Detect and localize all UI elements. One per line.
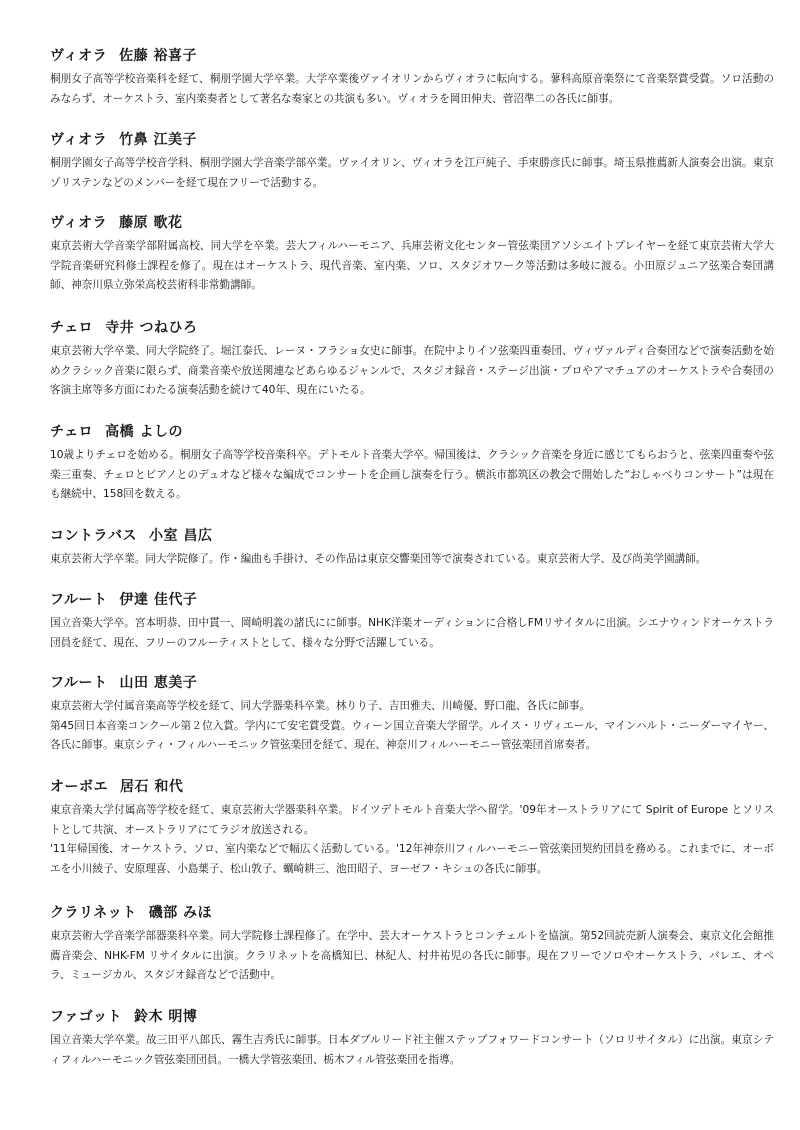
instrument-label: フルート <box>50 675 108 691</box>
profile-heading <box>50 46 774 66</box>
profile-heading <box>50 903 774 923</box>
bio-paragraph: 東京芸術大学卒業、同大学院終了。堀江泰氏、レーヌ・フラショ女史に師事。在院中よりイソ弦楽四重奏団、ヴィヴァルディ合奏団などで演奏活動を始めクラシック音楽に限らず、商業音楽や放送関連などあらゆるジャンルで、スタジオ録音・ステージ出演・プロやアマチュアのオーケストラや合奏団の客演主席等多方面にわたる演奏活動を続けて40年、現在にいたる。 <box>50 345 774 396</box>
profile-heading <box>50 673 774 693</box>
profile-clarinet-isobe <box>50 903 774 1007</box>
instrument-label: オーボエ <box>50 779 108 795</box>
profile-contrabass-komuro <box>50 526 774 590</box>
bio-paragraph: 国立音楽大学卒業。故三田平八郎氏、霧生吉秀氏に師事。日本ダブルリード社主催ステップフォワードコンサート（ソロリサイタル）に出演。東京シティフィルハーモニック管弦楽団団員。一橋大学管弦楽団、栃木フィル管弦楽団を指導。 <box>50 1034 774 1066</box>
bio-paragraph: 第45回日本音楽コンクール第２位入賞。学内にて安宅賞受賞。ウィーン国立音楽大学留学。ルイス・リヴィエール、マインハルト・ニーダーマイヤー、各氏に師事。東京シティ・フィルハーモニック管弦楽団を経て、現在、神奈川フィルハーモニー管弦楽団首席奏者。 <box>50 719 774 751</box>
profile-heading <box>50 130 774 150</box>
instrument-label: ヴィオラ <box>50 48 108 64</box>
profile-bio <box>50 927 774 986</box>
instrument-label: チェロ <box>50 320 94 336</box>
instrument-label: コントラバス <box>50 528 137 544</box>
player-name: 竹鼻 江美子 <box>119 132 198 148</box>
profile-heading <box>50 422 774 442</box>
profile-bio <box>50 1031 774 1070</box>
profile-bio <box>50 237 774 296</box>
profile-bio <box>50 614 774 653</box>
instrument-label: チェロ <box>50 424 94 440</box>
player-name: 鈴木 明博 <box>133 1009 198 1025</box>
bio-paragraph: 10歳よりチェロを始める。桐朋女子高等学校音楽科卒。デトモルト音楽大学卒。帰国後は、クラシック音楽を身近に感じてもらおうと、弦楽四重奏や弦楽三重奏、チェロとピアノとのデュオなど様々な編成でコンサートを企画し演奏を行う。横浜市都筑区の教会で開始した“おしゃべりコンサート”は現在も継続中、158回を数える。 <box>50 449 774 500</box>
instrument-label: クラリネット <box>50 905 137 921</box>
profile-cello-takahashi <box>50 422 774 526</box>
profile-viola-takehana <box>50 130 774 213</box>
profile-heading <box>50 590 774 610</box>
player-name: 寺井 つねひろ <box>105 320 198 336</box>
instrument-label: フルート <box>50 592 108 608</box>
bio-paragraph: 東京芸術大学卒業。同大学院修了。作・編曲も手掛け、その作品は東京交響楽団等で演奏されている。東京芸術大学、及び尚美学園講師。 <box>50 553 707 565</box>
bio-paragraph: 桐朋女子高等学校音楽科を経て、桐朋学園大学卒業。大学卒業後ヴァイオリンからヴィオラに転向する。蓼科高原音楽祭にて音楽祭賞受賞。ソロ活動のみならず、オーケストラ、室内楽奏者として著名な奏家との共演も多い。ヴィオラを岡田伸夫、菅沼準二の各氏に師事。 <box>50 73 774 105</box>
bio-paragraph: 東京音楽大学付属高等学校を経て、東京芸術大学器楽科卒業。ドイツデトモルト音楽大学へ留学。'09年オーストラリアにて Spirit of Europe とソリストとして共演、オーストラリアにてラジオ放送される。 <box>50 804 774 836</box>
instrument-label: ヴィオラ <box>50 215 108 231</box>
bio-paragraph: 東京芸術大学音楽学部附属高校、同大学を卒業。芸大フィルハーモニア、兵庫芸術文化センター管弦楽団アソシエイトプレイヤーを経て東京芸術大学大学院音楽研究科修士課程を修了。現在はオーケストラ、現代音楽、室内楽、ソロ、スタジオワーク等活動は多岐に渡る。小田原ジュニア弦楽合奏団講師、神奈川県立弥栄高校芸術科非常勤講師。 <box>50 240 774 291</box>
player-name: 磯部 みほ <box>148 905 213 921</box>
bio-paragraph: '11年帰国後、オーケストラ、ソロ、室内楽などで幅広く活動している。'12年神奈川フィルハーモニー管弦楽団契約団員を務める。これまでに、オーボエを小川綾子、安原理喜、小島葉子、松山敦子、蠣崎耕三、池田昭子、ヨーゼフ・キシュの各氏に師事。 <box>50 843 774 875</box>
bio-paragraph: 東京芸術大学音楽学部器楽科卒業。同大学院修士課程修了。在学中、芸大オーケストラとコンチェルトを協演。第52回読売新人演奏会、東京文化会館推薦音楽会、NHK-FM リサイタルに出演。クラリネットを高橋知巳、林紀人、村井祐児の各氏に師事。現在フリーでソロやオーケストラ、バレエ、オペラ、ミュージカル、スタジオ録音などで活動中。 <box>50 930 774 981</box>
player-name: 高橋 よしの <box>105 424 183 440</box>
profile-heading <box>50 318 774 338</box>
player-name: 山田 恵美子 <box>119 675 198 691</box>
profile-heading <box>50 1007 774 1027</box>
bio-paragraph: 東京芸術大学付属音楽高等学校を経て、同大学器楽科卒業。林りり子、吉田雅夫、川崎優、野口龍、各氏に師事。 <box>50 700 591 712</box>
profile-bio <box>50 446 774 505</box>
player-name: 藤原 歌花 <box>119 215 183 231</box>
bio-paragraph: 桐朋学園女子高等学校音学科、桐朋学園大学音楽学部卒業。ヴァイオリン、ヴィオラを江戸純子、手束勝彦氏に師事。埼玉県推薦新人演奏会出演。東京ゾリステンなどのメンバーを経て現在フリーで活動する。 <box>50 157 774 189</box>
player-name: 小室 昌広 <box>149 528 213 544</box>
profile-viola-fujiwara <box>50 213 774 318</box>
profile-bio <box>50 154 774 193</box>
player-name: 居石 和代 <box>120 779 184 795</box>
profile-viola-sato <box>50 46 774 130</box>
profile-flute-date <box>50 590 774 673</box>
instrument-label: ヴィオラ <box>50 132 108 148</box>
profile-heading <box>50 526 774 546</box>
profile-oboe-sueishi <box>50 777 774 903</box>
profile-flute-yamada <box>50 673 774 777</box>
profile-bio <box>50 697 774 756</box>
player-name: 伊達 佳代子 <box>119 592 198 608</box>
profile-bio <box>50 550 774 570</box>
profile-bio <box>50 342 774 401</box>
profile-bio <box>50 70 774 109</box>
profile-heading <box>50 777 774 797</box>
bio-paragraph: 国立音楽大学卒。宮本明恭、田中貫一、岡崎明義の諸氏にに師事。NHK洋楽オーディションに合格しFMリサイタルに出演。シエナウィンドオーケストラ団員を経て、現在、フリーのフルーティストとして、様々な分野で活躍している。 <box>50 617 774 649</box>
instrument-label: ファゴット <box>50 1009 122 1025</box>
profile-heading <box>50 213 774 233</box>
profile-bio <box>50 801 774 879</box>
profile-cello-terai <box>50 318 774 422</box>
profile-bassoon-suzuki <box>50 1007 774 1087</box>
player-name: 佐藤 裕喜子 <box>119 48 198 64</box>
